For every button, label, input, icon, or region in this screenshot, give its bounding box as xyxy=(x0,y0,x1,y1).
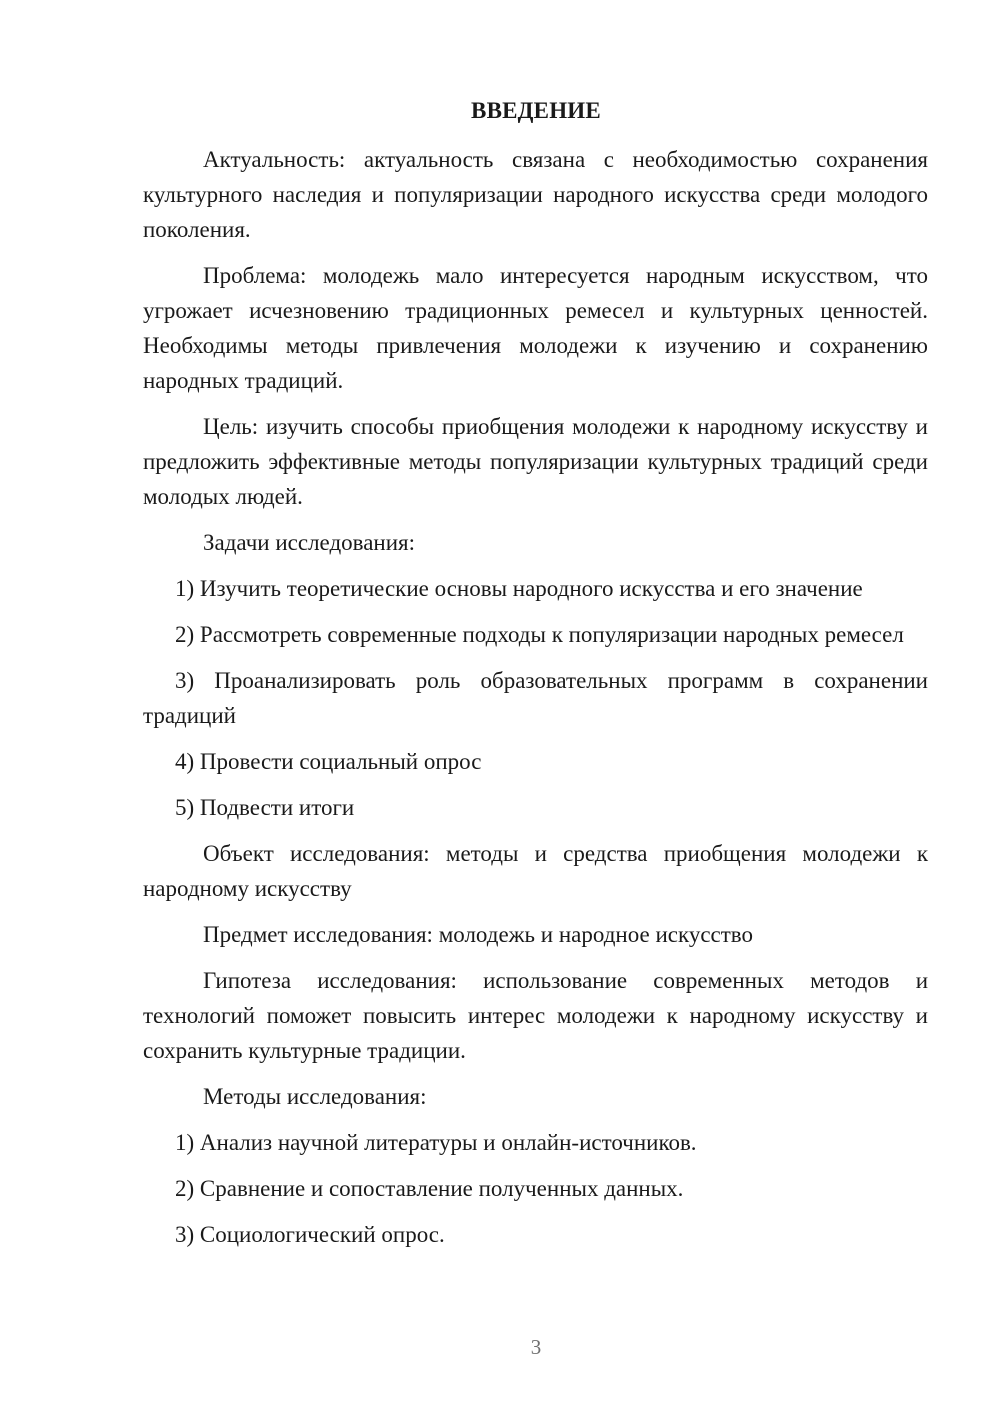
subject-paragraph: Предмет исследования: молодежь и народное искусство xyxy=(203,922,754,947)
relevance-paragraph: Актуальность: актуальность связана с необходимостью сохранения культурного наследия и популяризации народного искусства среди молодого поколения. xyxy=(143,147,928,242)
page-title: ВВЕДЕНИЕ xyxy=(471,98,601,123)
task-item: 3) Проанализировать роль образовательных программ в сохранении традиций xyxy=(143,668,928,728)
method-item: 2) Сравнение и сопоставление полученных данных. xyxy=(175,1176,684,1201)
hypothesis-paragraph: Гипотеза исследования: использование современных методов и технологий поможет повысить интерес молодежи к народному искусству и сохранить культурные традиции. xyxy=(143,968,928,1063)
object-paragraph: Объект исследования: методы и средства приобщения молодежи к народному искусству xyxy=(143,841,928,901)
goal-paragraph: Цель: изучить способы приобщения молодежи к народному искусству и предложить эффективные методы популяризации культурных традиций среди молодых людей. xyxy=(143,414,928,509)
problem-paragraph: Проблема: молодежь мало интересуется народным искусством, что угрожает исчезновению традиционных ремесел и культурных ценностей. Необходимы методы привлечения молодежи к изучению и сохранению народных традиций. xyxy=(143,263,928,393)
page-number: 3 xyxy=(530,1335,542,1359)
methods-heading: Методы исследования: xyxy=(203,1084,427,1109)
method-item: 3) Социологический опрос. xyxy=(175,1222,445,1247)
method-item: 1) Анализ научной литературы и онлайн-источников. xyxy=(175,1130,697,1155)
task-item: 2) Рассмотреть современные подходы к популяризации народных ремесел xyxy=(175,622,904,647)
tasks-heading: Задачи исследования: xyxy=(203,530,416,555)
task-item: 4) Провести социальный опрос xyxy=(175,749,482,774)
task-item: 1) Изучить теоретические основы народного искусства и его значение xyxy=(175,576,863,601)
task-item: 5) Подвести итоги xyxy=(175,795,355,820)
document-body xyxy=(143,142,928,1263)
